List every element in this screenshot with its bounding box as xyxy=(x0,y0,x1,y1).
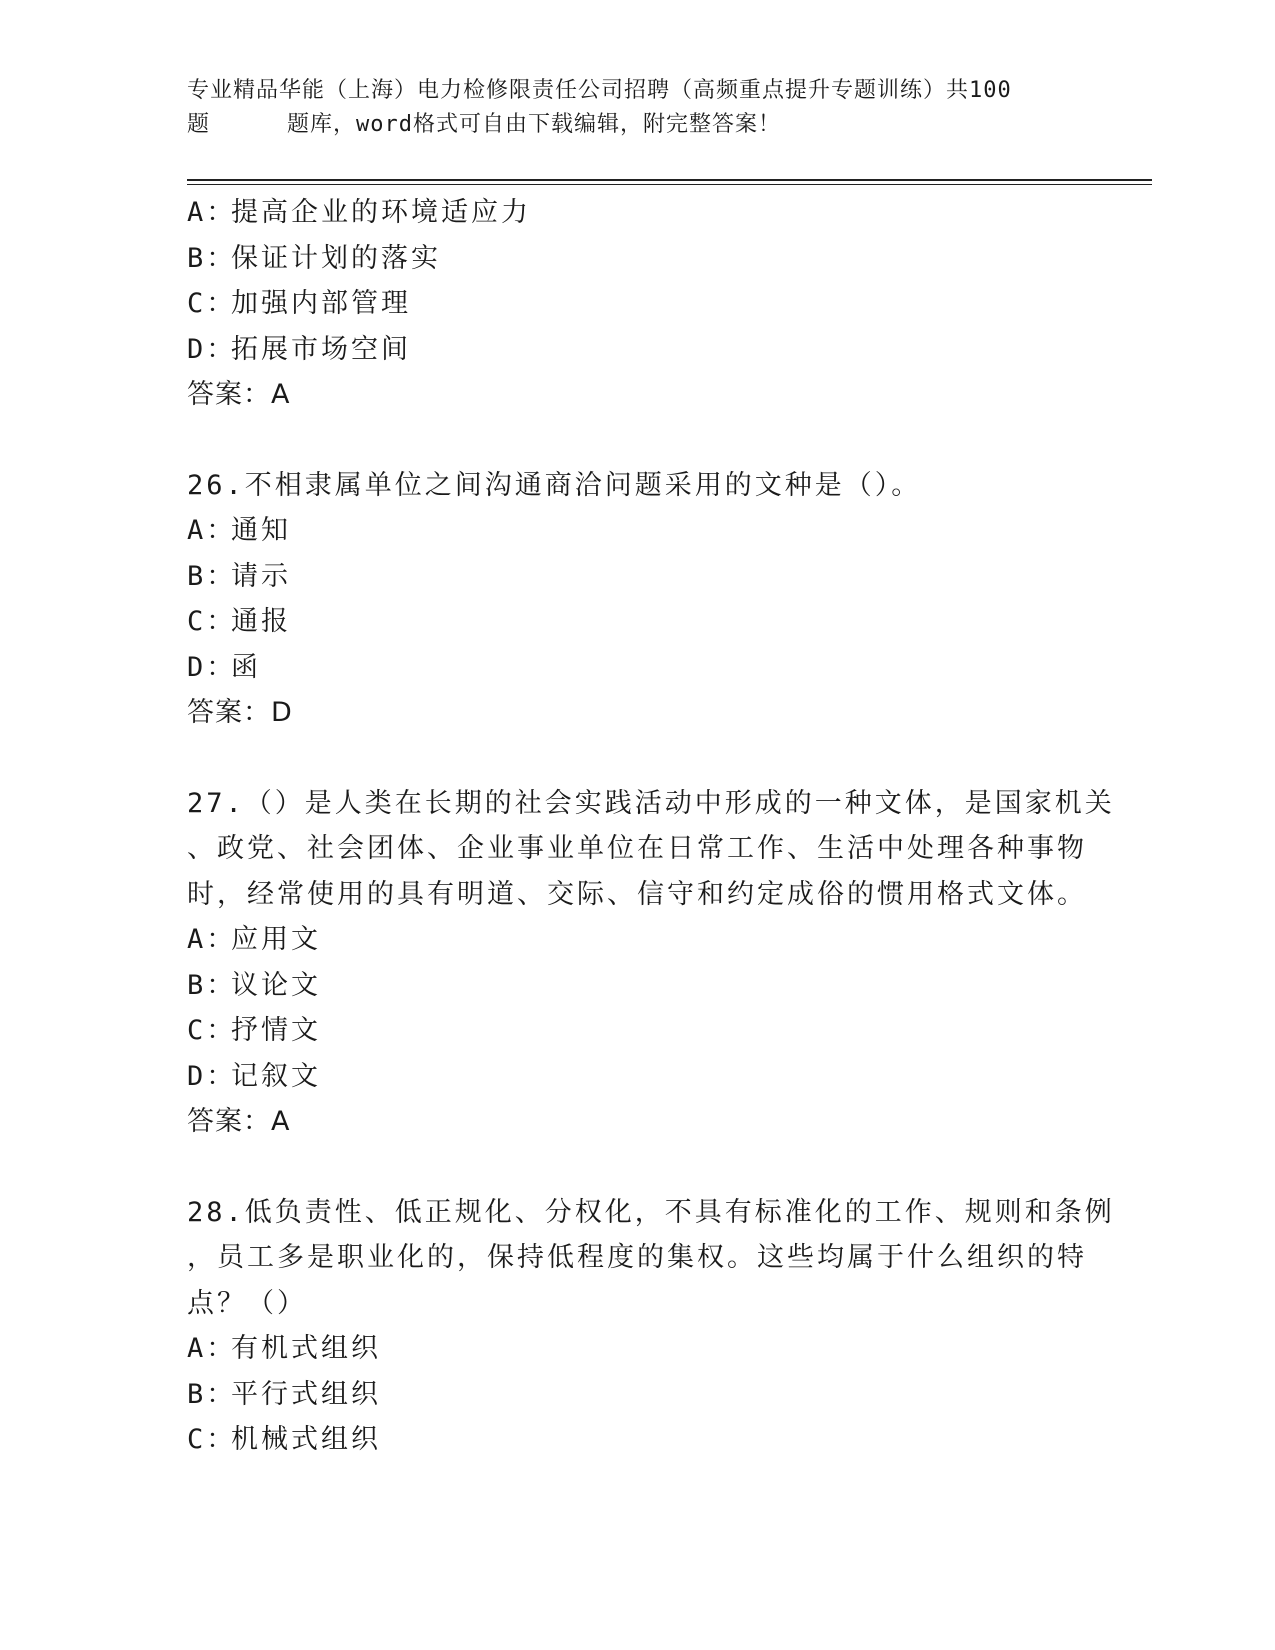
option-c xyxy=(187,599,1087,645)
header-rule-thick xyxy=(187,179,1152,181)
question-26 xyxy=(187,463,1087,736)
option-key: A： xyxy=(187,197,237,228)
option-text: 通报 xyxy=(231,606,291,637)
option-key: B： xyxy=(187,560,237,592)
option-text: 有机式组织 xyxy=(231,1333,381,1364)
option-key: C： xyxy=(187,1424,237,1455)
option-text: 平行式组织 xyxy=(231,1378,381,1410)
option-text: 提高企业的环境适应力 xyxy=(231,197,531,228)
option-key: B： xyxy=(187,1378,237,1410)
spacer xyxy=(187,736,1087,781)
option-text: 记叙文 xyxy=(231,1060,321,1092)
option-c xyxy=(187,1417,1087,1463)
option-key: A： xyxy=(187,1333,237,1364)
option-d xyxy=(187,645,1087,691)
question-text: 26.不相隶属单位之间沟通商洽问题采用的文种是（）。 xyxy=(187,469,922,501)
option-c xyxy=(187,1008,1087,1054)
option-key: D： xyxy=(187,651,237,683)
option-key: D： xyxy=(187,1060,237,1092)
option-key: A： xyxy=(187,924,237,955)
header-title-line-2 xyxy=(187,108,1087,142)
option-text: 机械式组织 xyxy=(231,1424,381,1455)
option-key: B： xyxy=(187,242,237,274)
option-a xyxy=(187,917,1087,963)
option-d xyxy=(187,1054,1087,1100)
header-title-line-1: 专业精品华能（上海）电力检修限责任公司招聘（高频重点提升专题训练）共100 xyxy=(187,78,1012,103)
option-b xyxy=(187,963,1087,1009)
option-key: D： xyxy=(187,333,237,365)
option-text: 函 xyxy=(231,651,261,683)
option-key: B： xyxy=(187,969,237,1001)
question-text-line-3: 时，经常使用的具有明道、交际、信守和约定成俗的惯用格式文体。 xyxy=(187,878,1087,910)
spacer xyxy=(187,1145,1087,1190)
option-key: C： xyxy=(187,288,237,319)
option-text: 通知 xyxy=(231,515,291,546)
question-text-line-1: 28.低负责性、低正规化、分权化，不具有标准化的工作、规则和条例 xyxy=(187,1196,1115,1228)
option-b xyxy=(187,554,1087,600)
option-key: C： xyxy=(187,1015,237,1046)
option-key: C： xyxy=(187,606,237,637)
option-text: 保证计划的落实 xyxy=(231,242,441,274)
option-b xyxy=(187,236,1087,282)
option-text: 拓展市场空间 xyxy=(231,333,411,365)
option-text: 应用文 xyxy=(231,924,321,955)
option-text: 抒情文 xyxy=(231,1015,321,1046)
question-list xyxy=(187,190,1115,1463)
option-key: A： xyxy=(187,515,237,546)
question-25 xyxy=(187,190,1087,418)
option-a xyxy=(187,190,1087,236)
question-28 xyxy=(187,1190,1115,1463)
question-text-line-2: ，员工多是职业化的，保持低程度的集权。这些均属于什么组织的特 xyxy=(187,1242,1087,1273)
option-a xyxy=(187,1326,1087,1372)
answer-line: 答案：A xyxy=(187,379,291,410)
option-c xyxy=(187,281,1087,327)
question-text-line-1: 27.（）是人类在长期的社会实践活动中形成的一种文体，是国家机关 xyxy=(187,787,1115,819)
header-subtitle: 题库，word格式可自由下载编辑，附完整答案！ xyxy=(287,112,781,137)
document-header xyxy=(187,74,1087,142)
question-text-line-2: 、政党、社会团体、企业事业单位在日常工作、生活中处理各种事物 xyxy=(187,833,1087,864)
option-b xyxy=(187,1372,1087,1418)
question-27 xyxy=(187,781,1115,1145)
spacer xyxy=(187,418,1087,463)
option-text: 议论文 xyxy=(231,969,321,1001)
option-a xyxy=(187,508,1087,554)
answer-line: 答案：A xyxy=(187,1106,291,1137)
option-text: 加强内部管理 xyxy=(231,288,411,319)
header-title-fragment: 题 xyxy=(187,112,211,137)
question-text-line-3: 点？（） xyxy=(187,1287,307,1319)
answer-line: 答案：D xyxy=(187,697,293,728)
option-text: 请示 xyxy=(231,560,291,592)
option-d xyxy=(187,327,1087,373)
header-rule-thin xyxy=(187,184,1152,185)
